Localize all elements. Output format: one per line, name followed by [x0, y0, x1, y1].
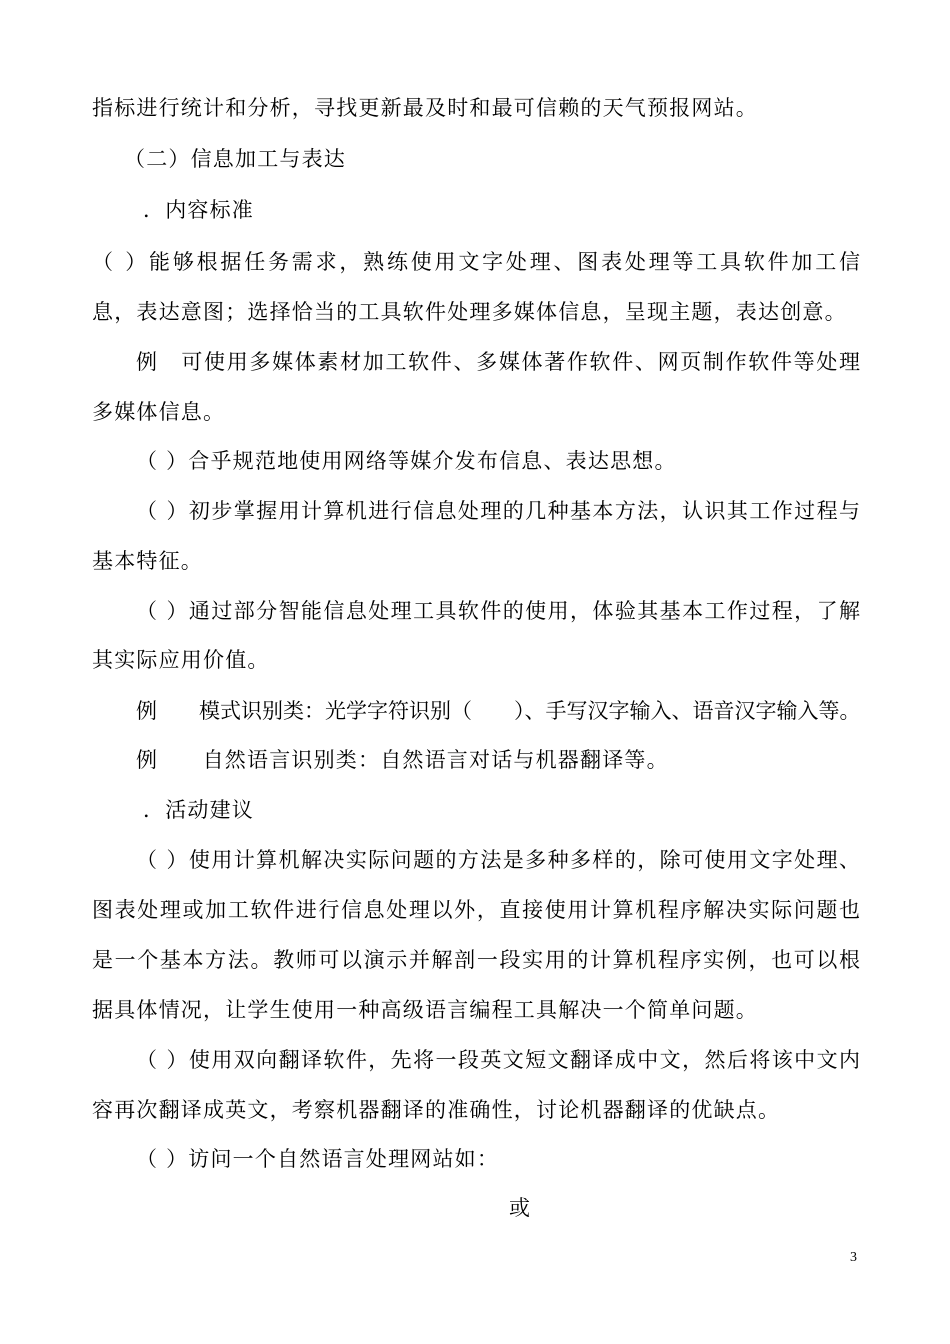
paragraph-line: （ ）合乎规范地使用网络等媒介发布信息、表达思想。	[136, 449, 677, 473]
example-line: 例 可使用多媒体素材加工软件、多媒体著作软件、网页制作软件等处理	[136, 350, 860, 374]
example-line: 例 自然语言识别类：自然语言对话与机器翻译等。	[136, 748, 669, 772]
paragraph-line: 基本特征。	[92, 549, 203, 573]
paragraph-line: 息，表达意图；选择恰当的工具软件处理多媒体信息，呈现主题，表达创意。	[92, 300, 847, 324]
paragraph-line: （ ）通过部分智能信息处理工具软件的使用，体验其基本工作过程，了解	[136, 599, 860, 623]
example-line: 例 模式识别类：光学字符识别（ ）、手写汉字输入、语音汉字输入等。	[136, 699, 861, 723]
paragraph-line: （ ）能够根据任务需求，熟练使用文字处理、图表处理等工具软件加工信	[92, 250, 860, 274]
paragraph-line: （ ）使用双向翻译软件，先将一段英文短文翻译成中文，然后将该中文内	[136, 1048, 860, 1072]
paragraph-line: 指标进行统计和分析，寻找更新最及时和最可信赖的天气预报网站。	[92, 96, 758, 120]
paragraph-line: （ ）初步掌握用计算机进行信息处理的几种基本方法，认识其工作过程与	[136, 499, 860, 523]
paragraph-line: 是一个基本方法。教师可以演示并解剖一段实用的计算机程序实例，也可以根	[92, 948, 860, 972]
paragraph-line: 容再次翻译成英文，考察机器翻译的准确性，讨论机器翻译的优缺点。	[92, 1098, 781, 1122]
paragraph-line: 多媒体信息。	[92, 400, 226, 424]
paragraph-line: （ ）使用计算机解决实际问题的方法是多种多样的，除可使用文字处理、	[136, 848, 860, 872]
subsection-heading: ．活动建议	[143, 798, 254, 822]
section-heading: （二）信息加工与表达	[124, 147, 346, 171]
paragraph-line: 其实际应用价值。	[92, 648, 270, 672]
paragraph-line: （ ）访问一个自然语言处理网站如：	[136, 1147, 500, 1171]
subsection-heading: ．内容标准	[143, 198, 254, 222]
paragraph-line: 据具体情况，让学生使用一种高级语言编程工具解决一个简单问题。	[92, 998, 758, 1022]
page-number: 3	[850, 1250, 857, 1265]
or-connector: 或	[509, 1196, 532, 1220]
paragraph-line: 图表处理或加工软件进行信息处理以外，直接使用计算机程序解决实际问题也	[92, 898, 860, 922]
